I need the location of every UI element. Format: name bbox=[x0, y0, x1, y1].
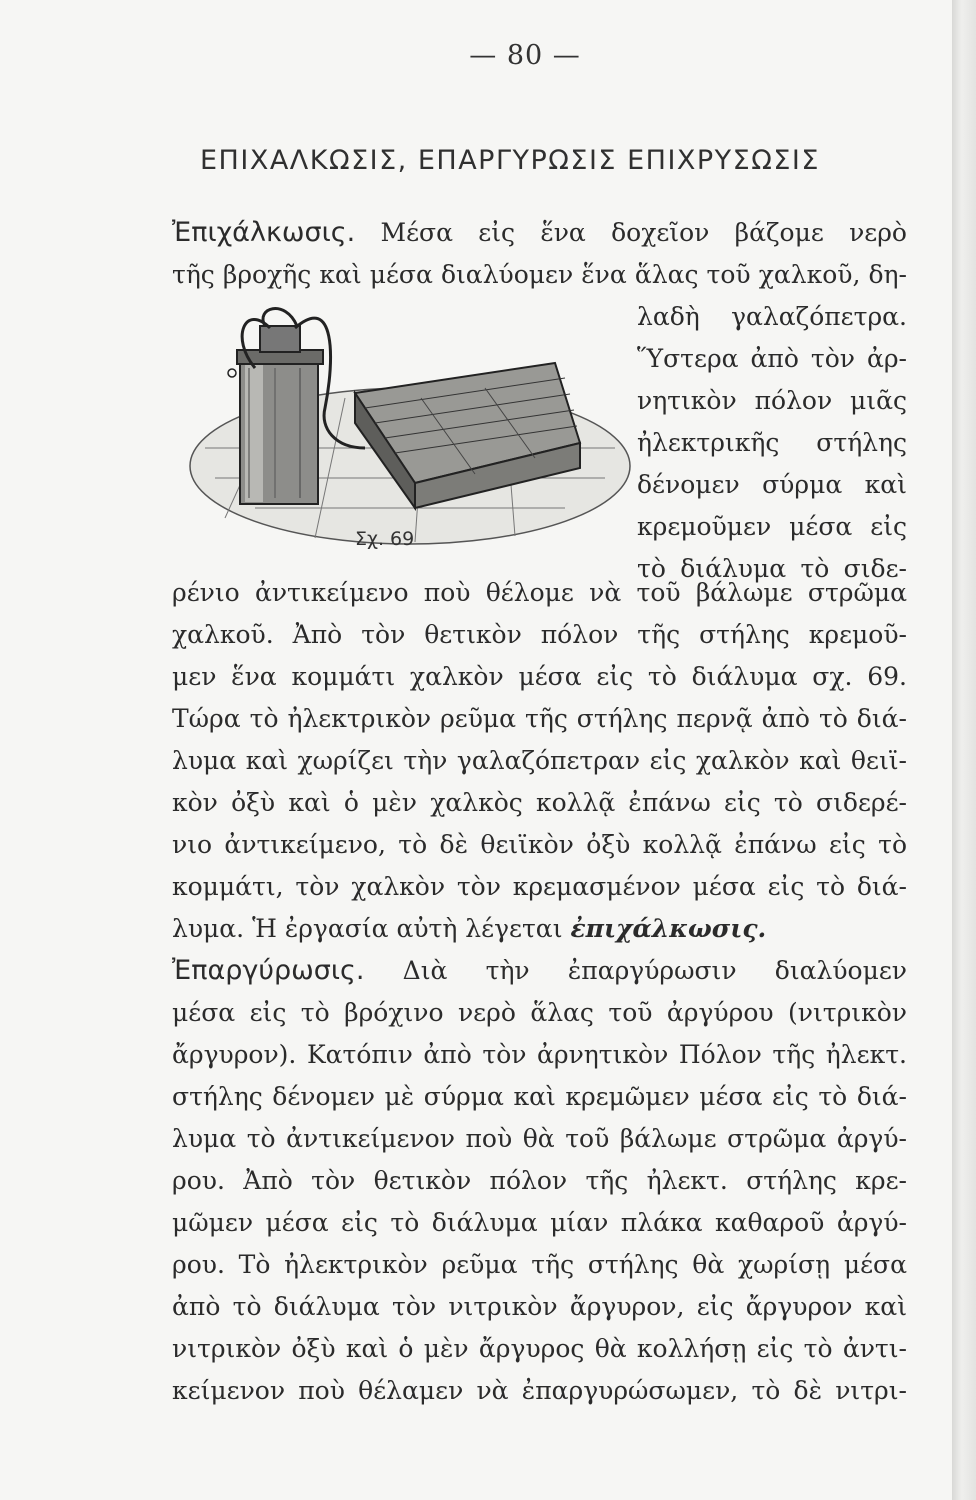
section1-last-line bbox=[172, 908, 907, 950]
section1-wrap-line: τὸ διάλυμα τὸ σιδε- bbox=[637, 554, 907, 583]
section1-line: Τώρα τὸ ἠλεκτρικὸν ρεῦμα τῆς στήλης περνᾷ ἀπὸ τὸ διά- bbox=[172, 704, 907, 733]
section2-line: μέσα εἰς τὸ βρόχινο νερὸ ἅλας τοῦ ἀργύρου (νιτρικὸν bbox=[172, 998, 907, 1027]
section2-line: ρου. Τὸ ἠλεκτρικὸν ρεῦμα τῆς στήλης θὰ χωρίσῃ μέσα bbox=[172, 1250, 907, 1279]
term-epichalkosis: ἐπιχάλκωσις. bbox=[570, 914, 767, 943]
figure-caption: Σχ. 69 bbox=[355, 528, 415, 550]
section2-line1-text: Διὰ τὴν ἐπαργύρωσιν διαλύομεν bbox=[402, 956, 908, 985]
section1-line: κὸν ὀξὺ καὶ ὁ μὲν χαλκὸς κολλᾷ ἐπάνω εἰς τὸ σιδερέ- bbox=[172, 788, 907, 817]
section1-last-line-text: λυμα. Ἡ ἐργασία αὐτὴ λέγεται bbox=[172, 914, 563, 943]
section1-line: τῆς βροχῆς καὶ μέσα διαλύομεν ἕνα ἅλας τοῦ χαλκοῦ, δη- bbox=[172, 260, 907, 289]
chapter-title: ΕΠΙΧΑΛΚΩΣΙΣ, ΕΠΑΡΓΥΡΩΣΙΣ ΕΠΙΧΡΥΣΩΣΙΣ bbox=[200, 145, 820, 176]
section1-line: κομμάτι, τὸν χαλκὸν τὸν κρεμασμένον μέσα εἰς τὸ διά- bbox=[172, 872, 907, 901]
section1-line: χαλκοῦ. Ἀπὸ τὸν θετικὸν πόλον τῆς στήλης κρεμοῦ- bbox=[172, 620, 907, 649]
section1-first-line bbox=[172, 212, 907, 254]
section2-first-line bbox=[172, 950, 907, 992]
section2-line: λυμα τὸ ἀντικείμενον ποὺ θὰ τοῦ βάλωμε στρῶμα ἀργύ- bbox=[172, 1124, 907, 1153]
page-edge bbox=[952, 0, 976, 1500]
section2-line: ρου. Ἀπὸ τὸν θετικὸν πόλον τῆς ἠλεκτ. στήλης κρε- bbox=[172, 1166, 907, 1195]
section2-line: στήλης δένομεν μὲ σύρμα καὶ κρεμῶμεν μέσα εἰς τὸ διά- bbox=[172, 1082, 907, 1111]
electroplating-illustration bbox=[185, 298, 635, 563]
section1-line1-text: Μέσα εἰς ἕνα δοχεῖον βάζομε νερὸ bbox=[380, 218, 907, 247]
section1-line: ρένιο ἀντικείμενο ποὺ θέλομε νὰ τοῦ βάλωμε στρῶμα bbox=[172, 578, 907, 607]
section1-wrap-line: νητικὸν πόλον μιᾶς bbox=[637, 386, 907, 415]
section1-line: λυμα καὶ χωρίζει τὴν γαλαζόπετραν εἰς χαλκὸν καὶ θειϊ- bbox=[172, 746, 907, 775]
section1-line: νιο ἀντικείμενο, τὸ δὲ θειϊκὸν ὀξὺ κολλᾷ ἐπάνω εἰς τὸ bbox=[172, 830, 907, 859]
section1-wrap-line: δένομεν σύρμα καὶ bbox=[637, 470, 907, 499]
section1-wrap-line: κρεμοῦμεν μέσα εἰς bbox=[637, 512, 907, 541]
section2-line: ἄργυρον). Κατόπιν ἀπὸ τὸν ἀρνητικὸν Πόλον τῆς ἠλεκτ. bbox=[172, 1040, 907, 1069]
section2-line: ἀπὸ τὸ διάλυμα τὸν νιτρικὸν ἄργυρον, εἰς ἄργυρον καὶ bbox=[172, 1292, 907, 1321]
section1-wrap-line: λαδὴ γαλαζόπετρα. bbox=[637, 302, 907, 331]
section2-line: μῶμεν μέσα εἰς τὸ διάλυμα μίαν πλάκα καθαροῦ ἀργύ- bbox=[172, 1208, 907, 1237]
section1-heading: Ἐπιχάλκωσις. bbox=[172, 217, 356, 248]
section2-line: κείμενον ποὺ θέλαμεν νὰ ἐπαργυρώσωμεν, τὸ δὲ νιτρι- bbox=[172, 1376, 907, 1405]
section1-line: μεν ἕνα κομμάτι χαλκὸν μέσα εἰς τὸ διάλυμα σχ. 69. bbox=[172, 662, 907, 691]
page-number: — 80 — bbox=[469, 40, 581, 71]
section1-wrap-line: ἠλεκτρικῆς στήλης bbox=[637, 428, 907, 457]
section1-wrap-line: Ὕστερα ἀπὸ τὸν ἀρ- bbox=[637, 344, 907, 373]
section2-heading: Ἐπαργύρωσις. bbox=[172, 955, 365, 986]
section2-line: νιτρικὸν ὀξὺ καὶ ὁ μὲν ἄργυρος θὰ κολλήσῃ εἰς τὸ ἀντι- bbox=[172, 1334, 907, 1363]
